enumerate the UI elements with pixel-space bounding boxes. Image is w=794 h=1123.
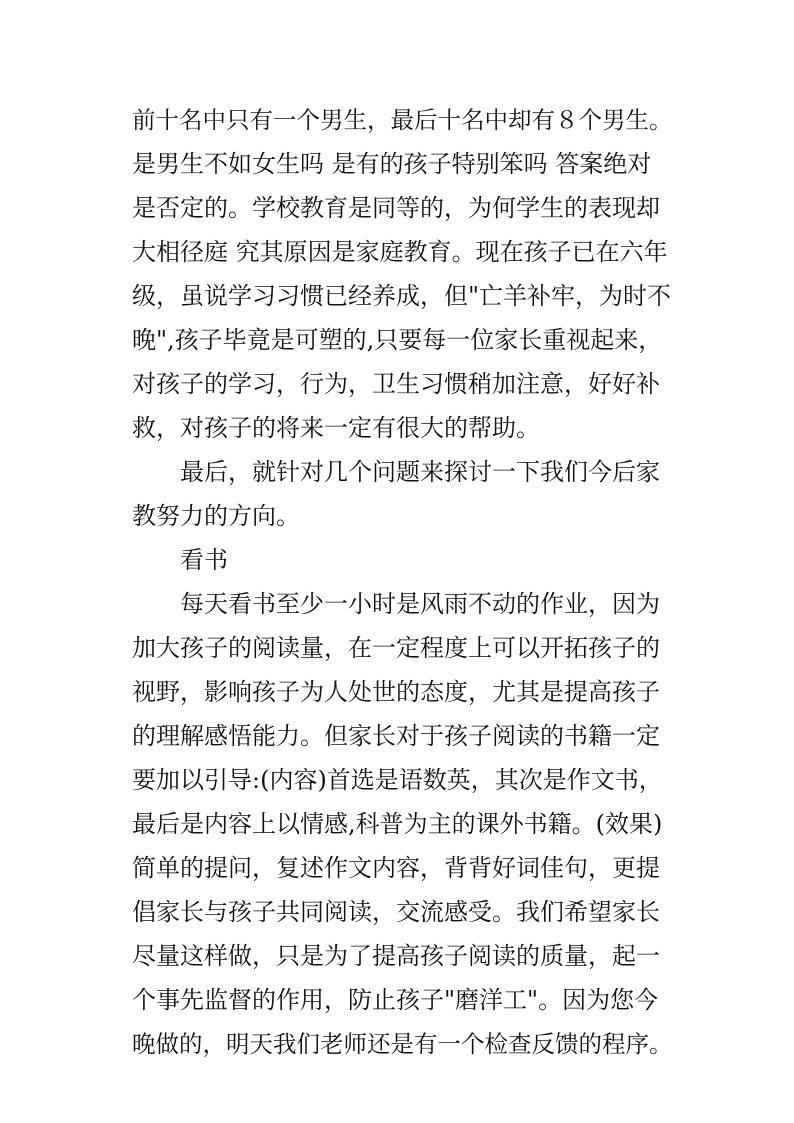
- text-line: 视野，影响孩子为人处世的态度，尤其是提高孩子: [132, 678, 660, 706]
- text-line: 要加以引导:(内容)首选是语数英，其次是作文书，: [132, 766, 663, 794]
- text-line: 加大孩子的阅读量，在一定程度上可以开拓孩子的: [132, 634, 660, 662]
- text-line: 大相径庭 究其原因是家庭教育。现在孩子已在六年: [132, 238, 668, 266]
- text-line: 前十名中只有一个男生，最后十名中却有８个男生。: [132, 106, 673, 134]
- text-line: 教努力的方向。: [132, 502, 300, 530]
- text-line: 晚",孩子毕竟是可塑的,只要每一位家长重视起来，: [132, 326, 663, 354]
- text-line: 级，虽说学习习惯已经养成，但"亡羊补牢，为时不: [132, 282, 672, 310]
- text-line: 最后，就针对几个问题来探讨一下我们今后家: [180, 458, 660, 486]
- text-line: 个事先监督的作用，防止孩子"磨洋工"。因为您今: [132, 986, 659, 1014]
- text-line: 简单的提问，复述作文内容，背背好词佳句，更提: [132, 854, 660, 882]
- text-line: 倡家长与孩子共同阅读，交流感受。我们希望家长: [132, 898, 660, 926]
- text-line: 的理解感悟能力。但家长对于孩子阅读的书籍一定: [132, 722, 660, 750]
- body-text: [132, 98, 677, 1066]
- text-line: 尽量这样做，只是为了提高孩子阅读的质量，起一: [132, 942, 660, 970]
- text-line: 每天看书至少一小时是风雨不动的作业，因为: [180, 590, 660, 618]
- text-line: 晚做的，明天我们老师还是有一个检查反馈的程序。: [132, 1030, 673, 1058]
- text-line: 看书: [180, 546, 228, 574]
- text-line: 是男生不如女生吗 是有的孩子特别笨吗 答案绝对: [132, 150, 652, 178]
- text-line: 救，对孩子的将来一定有很大的帮助。: [132, 414, 540, 442]
- text-line: 最后是内容上以情感,科普为主的课外书籍。(效果): [132, 810, 663, 838]
- text-line: 是否定的。学校教育是同等的，为何学生的表现却: [132, 194, 660, 222]
- text-line: 对孩子的学习，行为，卫生习惯稍加注意，好好补: [132, 370, 660, 398]
